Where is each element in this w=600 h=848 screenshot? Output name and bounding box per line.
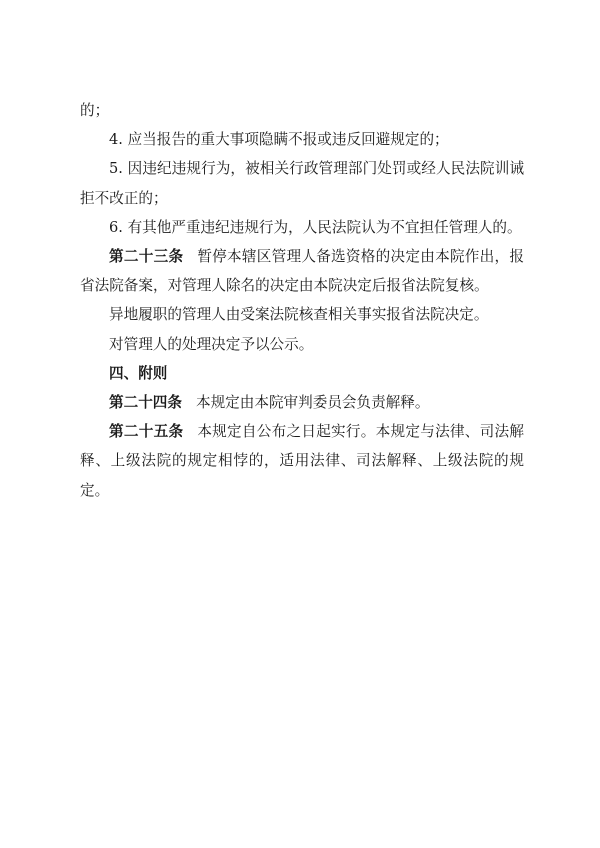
paragraph-text: 异地履职的管理人由受案法院核查相关事实报省法院决定。	[109, 306, 489, 324]
article-24	[80, 388, 524, 417]
paragraph-publicity	[80, 330, 524, 359]
list-item-6	[80, 213, 524, 242]
paragraph-text: 4. 应当报告的重大事项隐瞒不报或违反回避规定的；	[109, 131, 449, 149]
article-number: 第二十三条	[109, 248, 184, 266]
paragraph-text: 暂停本辖区管理人备选资格的决定由本院作出，报省法院备案，对管理人除名的决定由本院决定后报省法院复核。	[80, 248, 524, 295]
list-item-5	[80, 154, 524, 212]
paragraph-remote-administrator	[80, 300, 524, 329]
paragraph-text: 6. 有其他严重违纪违规行为，人民法院认为不宜担任管理人的。	[109, 218, 522, 236]
heading-text: 四、附则	[109, 364, 168, 382]
document-body	[80, 96, 524, 505]
paragraph-text: 的；	[80, 102, 110, 119]
article-23	[80, 242, 524, 300]
article-number: 第二十四条	[109, 394, 182, 412]
paragraph-text: 5. 因违纪违规行为，被相关行政管理部门处罚或经人民法院训诫拒不改正的；	[80, 160, 524, 207]
article-number: 第二十五条	[109, 423, 184, 441]
section-heading-appendix	[80, 359, 524, 388]
paragraph-text: 本规定自公布之日起实行。本规定与法律、司法解释、上级法院的规定相悖的，适用法律、司法解释、上级法院的规定。	[80, 423, 524, 499]
paragraph-continuation	[80, 96, 524, 125]
list-item-4	[80, 125, 524, 154]
paragraph-text: 本规定由本院审判委员会负责解释。	[195, 394, 430, 412]
article-25	[80, 417, 524, 505]
paragraph-text: 对管理人的处理决定予以公示。	[109, 335, 314, 353]
